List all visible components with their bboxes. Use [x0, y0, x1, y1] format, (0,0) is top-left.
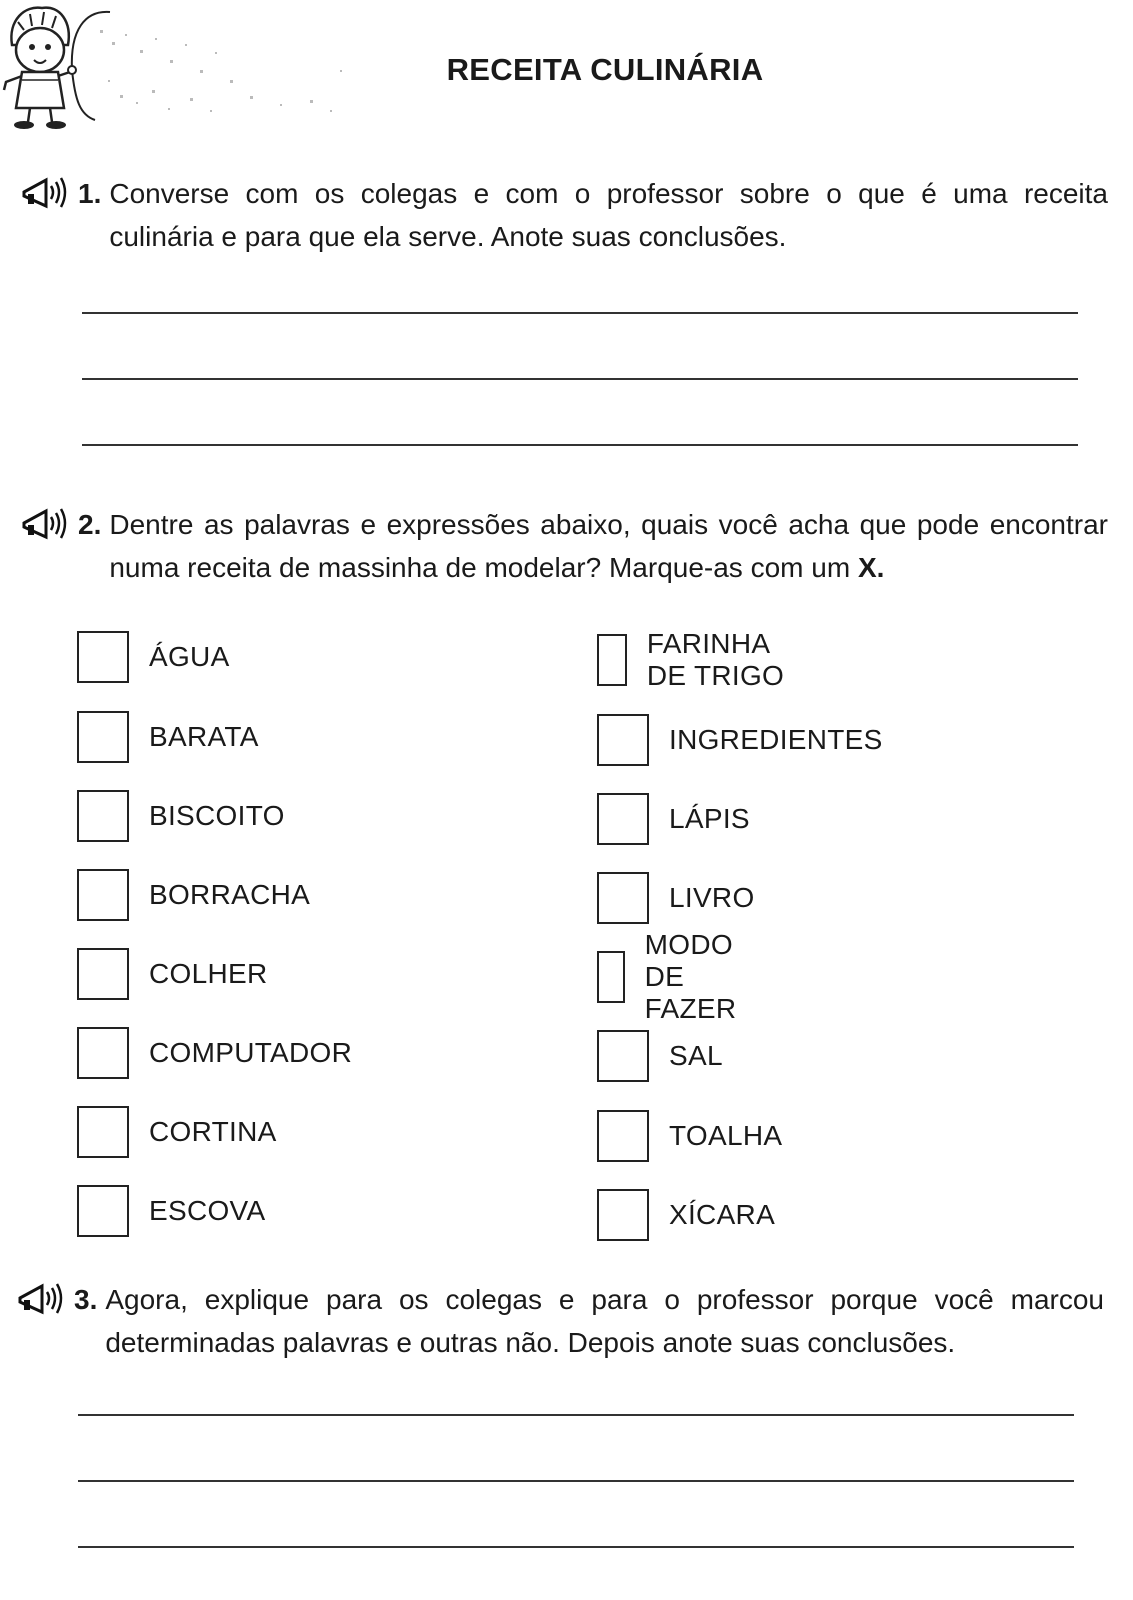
checkbox[interactable] — [77, 631, 129, 683]
checkbox[interactable] — [77, 1185, 129, 1237]
option-item — [597, 710, 883, 770]
answer-line[interactable] — [78, 1546, 1074, 1548]
option-item — [597, 1185, 775, 1245]
option-item — [77, 1102, 277, 1162]
option-label: BORRACHA — [149, 879, 311, 910]
answer-line[interactable] — [78, 1480, 1074, 1482]
option-item — [77, 786, 285, 846]
question-text: Agora, explique para os colegas e para o professor porque você marcou determinadas palavras e outras não. Depois anote suas conclusões. — [105, 1284, 1104, 1358]
question-2 — [18, 503, 1108, 589]
question-number: 2. — [78, 509, 102, 540]
option-label: TOALHA — [669, 1120, 783, 1151]
checkbox[interactable] — [77, 948, 129, 1000]
option-label: ÁGUA — [149, 641, 230, 672]
checkbox[interactable] — [597, 634, 627, 686]
option-label: BISCOITO — [149, 800, 285, 831]
question-emphasis: X. — [857, 552, 885, 583]
megaphone-icon — [14, 1278, 74, 1318]
checkbox[interactable] — [77, 1027, 129, 1079]
option-label: CORTINA — [149, 1116, 277, 1147]
question-text-body: Dentre as palavras e expressões abaixo, quais você acha que pode encontrar numa receita de massinha de modelar? Marque-as com um — [109, 509, 1108, 583]
option-label: LÁPIS — [669, 803, 750, 834]
checkbox[interactable] — [597, 714, 649, 766]
option-item — [77, 627, 230, 687]
child-mascot-illustration — [0, 0, 380, 140]
checkbox[interactable] — [597, 1110, 649, 1162]
option-item — [77, 865, 310, 925]
option-item — [77, 707, 259, 767]
question-1 — [18, 172, 1108, 258]
option-item — [597, 789, 750, 849]
option-item — [77, 944, 268, 1004]
option-label: INGREDIENTES — [669, 724, 883, 755]
answer-line[interactable] — [82, 378, 1078, 380]
option-label: BARATA — [149, 721, 259, 752]
question-number: 1. — [78, 178, 102, 209]
checkbox[interactable] — [77, 1106, 129, 1158]
answer-line[interactable] — [82, 444, 1078, 446]
question-3 — [14, 1278, 1104, 1364]
checkbox[interactable] — [597, 951, 625, 1003]
option-label: COMPUTADOR — [149, 1037, 353, 1068]
answer-line[interactable] — [82, 312, 1078, 314]
checkbox[interactable] — [77, 869, 129, 921]
option-item — [77, 1181, 265, 1241]
option-label: COLHER — [149, 958, 268, 989]
checkbox[interactable] — [597, 793, 649, 845]
checkbox[interactable] — [77, 711, 129, 763]
option-item — [597, 1106, 782, 1166]
option-label: FARINHA DE TRIGO — [646, 628, 785, 691]
option-item — [597, 929, 761, 1024]
megaphone-icon — [18, 172, 78, 212]
question-text — [109, 503, 1108, 589]
question-text: Converse com os colegas e com o professor sobre o que é uma receita culinária e para que ela serve. Anote suas conclusões. — [109, 178, 1108, 252]
checkbox[interactable] — [597, 1189, 649, 1241]
checkbox[interactable] — [77, 790, 129, 842]
option-item — [77, 1023, 352, 1083]
option-label: SAL — [669, 1040, 723, 1071]
megaphone-icon — [18, 503, 78, 543]
option-label: LIVRO — [669, 882, 755, 913]
option-label: XÍCARA — [669, 1199, 776, 1230]
question-number: 3. — [74, 1284, 98, 1315]
option-item — [597, 1026, 723, 1086]
option-label: MODO DE FAZER — [644, 929, 737, 1024]
answer-line[interactable] — [78, 1414, 1074, 1416]
option-item — [597, 630, 791, 690]
option-item — [597, 868, 755, 928]
option-label: ESCOVA — [149, 1195, 266, 1226]
worksheet-title: RECEITA CULINÁRIA — [446, 52, 764, 87]
checkbox[interactable] — [597, 1030, 649, 1082]
checkbox[interactable] — [597, 872, 649, 924]
